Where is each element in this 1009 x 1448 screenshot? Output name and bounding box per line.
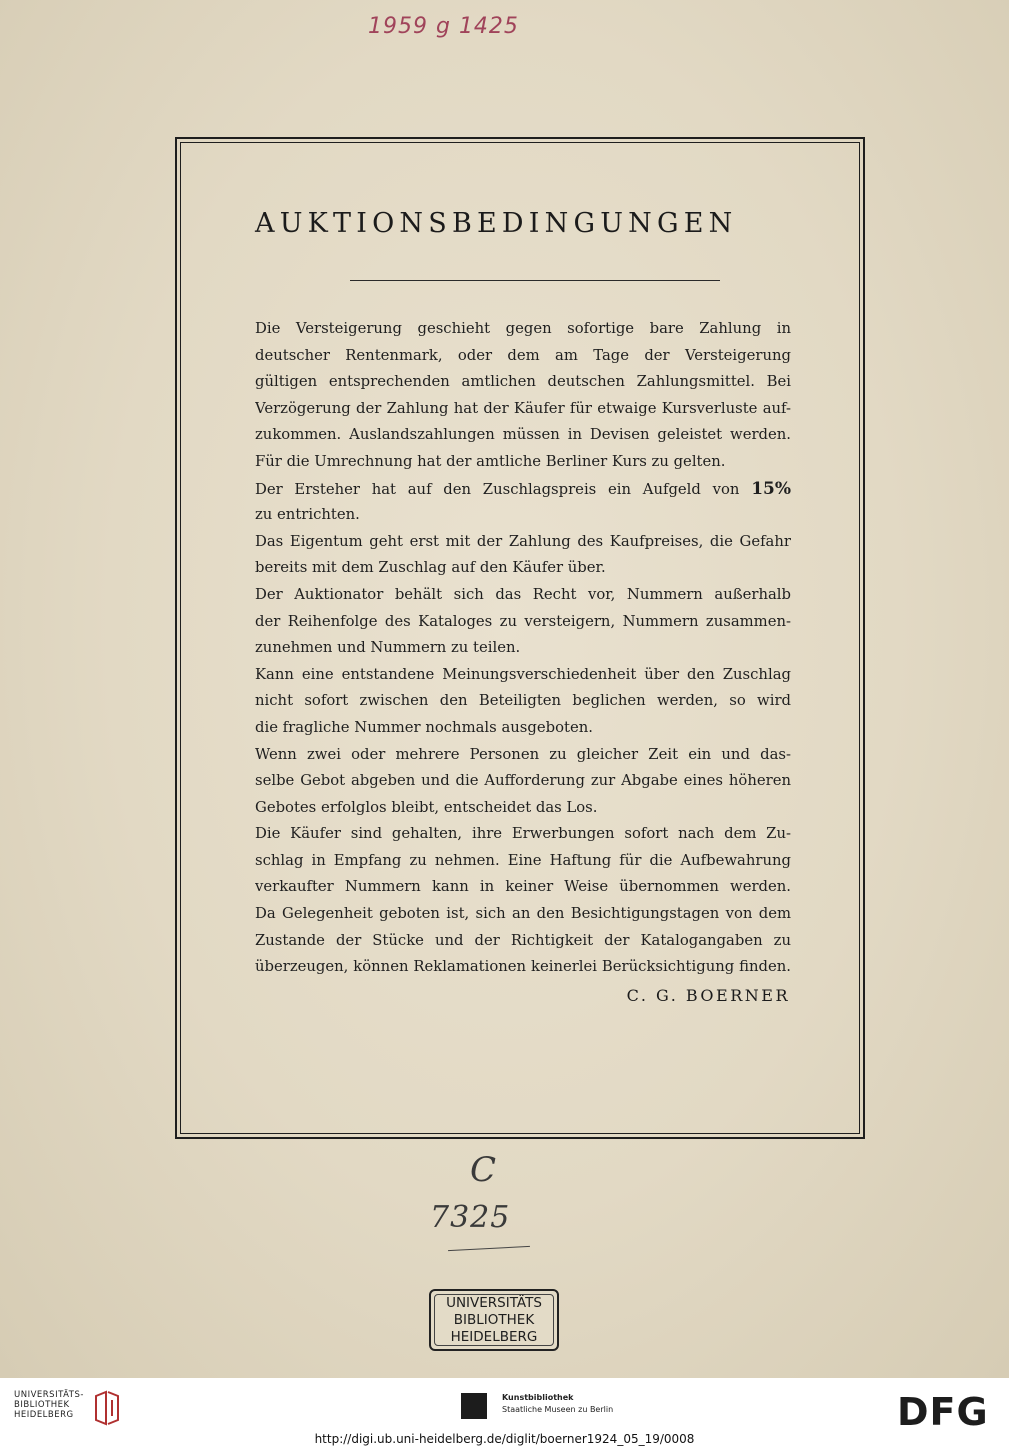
text-line: Wenn zwei oder mehrere Personen zu gleicher Zeit ein und das- bbox=[255, 745, 791, 763]
title-divider bbox=[350, 280, 720, 281]
kunstbibliothek-label bbox=[502, 1392, 613, 1416]
ub-logo-line: UNIVERSITÄTS- bbox=[14, 1390, 84, 1400]
handwritten-shelfmark: 1959 g 1425 bbox=[368, 14, 519, 39]
text-line-surcharge bbox=[255, 476, 791, 503]
handwritten-underline bbox=[448, 1246, 530, 1251]
ub-logo-line: BIBLIOTHEK bbox=[14, 1400, 70, 1410]
permalink-url[interactable]: http://digi.ub.uni-heidelberg.de/diglit/boerner1924_05_19/0008 bbox=[314, 1432, 695, 1446]
kb-title: Kunstbibliothek bbox=[502, 1393, 574, 1402]
text-line: bereits mit dem Zuschlag auf den Käufer über. bbox=[255, 559, 606, 577]
text-segment: Der Ersteher hat auf den Zuschlagspreis ein Aufgeld von bbox=[255, 480, 740, 498]
text-line: Zustande der Stücke und der Richtigkeit der Katalogangaben zu bbox=[255, 931, 791, 949]
text-line: nicht sofort zwischen den Beteiligten beglichen werden, so wird bbox=[255, 692, 791, 710]
text-line: zu entrichten. bbox=[255, 506, 360, 524]
text-line: schlag in Empfang zu nehmen. Eine Haftung für die Aufbewahrung bbox=[255, 851, 791, 869]
text-line: Die Versteigerung geschieht gegen sofortige bare Zahlung in bbox=[255, 320, 791, 337]
text-line: Verzögerung der Zahlung hat der Käufer für etwaige Kursverluste auf- bbox=[255, 399, 791, 417]
stamp-line: BIBLIOTHEK bbox=[453, 1312, 535, 1328]
dfg-logo[interactable]: DFG bbox=[897, 1390, 989, 1434]
text-line: Der Auktionator behält sich das Recht vor, Nummern außerhalb bbox=[255, 585, 791, 603]
text-line: der Reihenfolge des Kataloges zu versteigern, Nummern zusammen- bbox=[255, 612, 791, 630]
text-line: verkaufter Nummern kann in keiner Weise übernommen werden. bbox=[255, 878, 791, 896]
signature-publisher: C. G. BOERNER bbox=[626, 986, 790, 1005]
ub-heidelberg-logo[interactable] bbox=[14, 1390, 84, 1420]
text-line: gültigen entsprechenden amtlichen deutschen Zahlungsmittel. Bei bbox=[255, 373, 791, 391]
text-line: Kann eine entstandene Meinungsverschiedenheit über den Zuschlag bbox=[255, 665, 791, 683]
kb-subtitle: Staatliche Museen zu Berlin bbox=[502, 1405, 614, 1414]
text-line: die fragliche Nummer nochmals ausgeboten. bbox=[255, 718, 593, 736]
text-line: Die Käufer sind gehalten, ihre Erwerbungen sofort nach dem Zu- bbox=[255, 825, 791, 843]
document-title: AUKTIONSBEDINGUNGEN bbox=[255, 208, 738, 239]
surcharge-value: 15% bbox=[751, 478, 791, 499]
text-line: deutscher Rentenmark, oder dem am Tage der Versteigerung bbox=[255, 346, 791, 364]
text-line: Da Gelegenheit geboten ist, sich an den Besichtigungstagen von dem bbox=[255, 905, 791, 923]
text-line: Das Eigentum geht erst mit der Zahlung des Kaufpreises, die Gefahr bbox=[255, 532, 791, 550]
stamp-line: UNIVERSITÄTS bbox=[446, 1295, 542, 1311]
handwritten-letter: C bbox=[470, 1150, 498, 1190]
ub-logo-line: HEIDELBERG bbox=[14, 1410, 74, 1420]
kunstbibliothek-logo-icon[interactable] bbox=[461, 1393, 487, 1419]
handwritten-number: 7325 bbox=[430, 1200, 511, 1235]
text-line: zunehmen und Nummern zu teilen. bbox=[255, 639, 521, 657]
text-line: zukommen. Auslandszahlungen müssen in Devisen geleistet werden. bbox=[255, 426, 791, 444]
conditions-text bbox=[255, 316, 791, 981]
text-line: Gebotes erfolglos bleibt, entscheidet das Los. bbox=[255, 798, 598, 816]
stamp-line: HEIDELBERG bbox=[450, 1329, 538, 1345]
library-stamp bbox=[429, 1289, 559, 1351]
ub-emblem-icon bbox=[92, 1390, 122, 1426]
text-line: Für die Umrechnung hat der amtliche Berliner Kurs zu gelten. bbox=[255, 452, 726, 470]
digitization-footer bbox=[0, 1378, 1009, 1448]
stamp-inner-border bbox=[434, 1294, 554, 1346]
text-line: überzeugen, können Reklamationen keinerlei Berücksichtigung finden. bbox=[255, 958, 791, 976]
text-line: selbe Gebot abgeben und die Aufforderung zur Abgabe eines höheren bbox=[255, 772, 791, 790]
